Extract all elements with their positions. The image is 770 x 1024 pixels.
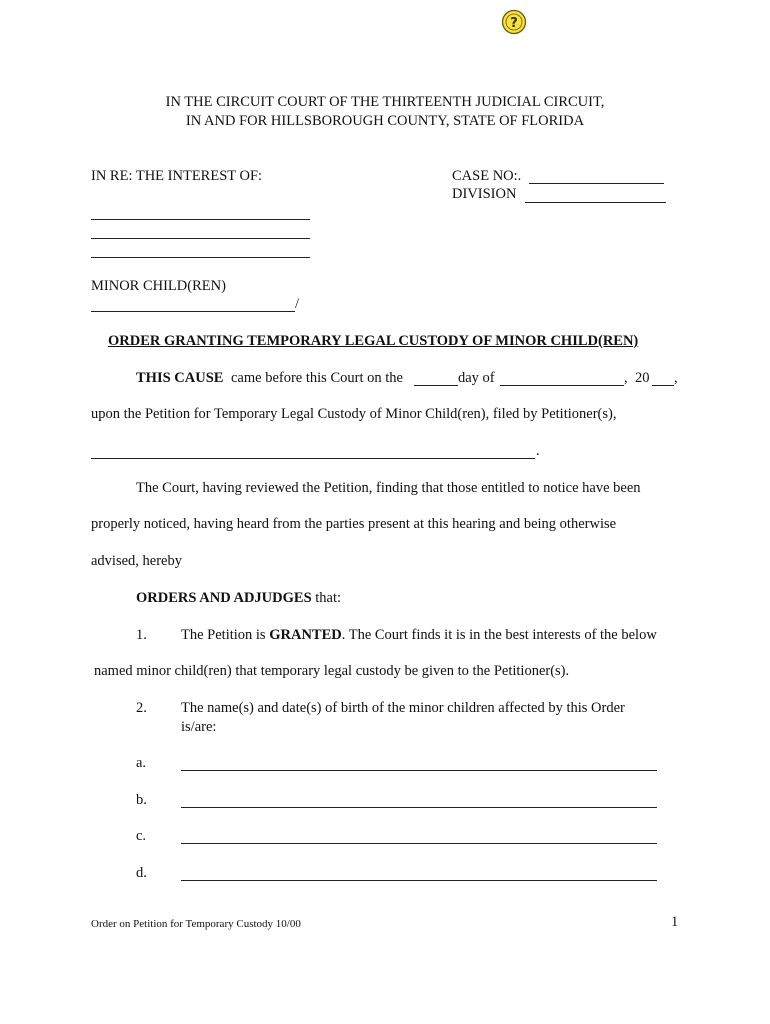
item-1-number: 1. <box>136 627 147 643</box>
case-no-label: CASE NO:. <box>452 168 522 184</box>
year-prefix: 20 <box>635 370 650 386</box>
caption-slash: / <box>295 296 300 312</box>
svg-text:?: ? <box>510 16 518 31</box>
sub-item-d-label: d. <box>136 865 147 881</box>
sub-item-a-label: a. <box>136 755 147 771</box>
court-reviewed-line3: advised, hereby <box>91 553 182 569</box>
minor-children-line[interactable] <box>91 311 295 312</box>
sub-item-d-field[interactable] <box>181 880 657 881</box>
sub-item-b-label: b. <box>136 792 147 808</box>
item-1-line2: named minor child(ren) that temporary legal custody be given to the Petitioner(s). <box>94 663 570 679</box>
item-2-number: 2. <box>136 700 147 716</box>
orders-adjudges: ORDERS AND ADJUDGES that: <box>136 590 342 606</box>
day-field[interactable] <box>414 385 458 386</box>
question-icon[interactable] <box>501 9 527 35</box>
came-before-text: came before this Court on the <box>231 370 403 386</box>
month-field[interactable] <box>500 385 624 386</box>
court-heading-line1: IN THE CIRCUIT COURT OF THE THIRTEENTH JUDICIAL CIRCUIT, <box>165 94 605 110</box>
page-number: 1 <box>671 914 679 930</box>
footer-form-name: Order on Petition for Temporary Custody 10/00 <box>91 918 301 930</box>
this-cause-bold: THIS CAUSE <box>136 370 224 386</box>
item-2-line2: is/are: <box>181 719 217 735</box>
child-name-line-3[interactable] <box>91 257 310 258</box>
petitioner-period: . <box>536 443 540 459</box>
in-re-label: IN RE: THE INTEREST OF: <box>91 168 263 184</box>
minor-children-label: MINOR CHILD(REN) <box>91 278 226 294</box>
court-heading-line2: IN AND FOR HILLSBOROUGH COUNTY, STATE OF FLORIDA <box>185 113 585 129</box>
year-field[interactable] <box>652 385 674 386</box>
court-reviewed-line2: properly noticed, having heard from the parties present at this hearing and being otherwise <box>91 516 617 532</box>
petition-text: upon the Petition for Temporary Legal Custody of Minor Child(ren), filed by Petitioner(s), <box>91 406 617 422</box>
child-name-line-1[interactable] <box>91 219 310 220</box>
division-field[interactable] <box>525 202 666 203</box>
division-label: DIVISION <box>452 186 517 202</box>
day-of-text: day of <box>458 370 495 386</box>
year-comma: , <box>674 370 678 386</box>
order-title: ORDER GRANTING TEMPORARY LEGAL CUSTODY OF MINOR CHILD(REN) <box>108 333 639 349</box>
case-no-field[interactable] <box>529 183 664 184</box>
item-2-line1: The name(s) and date(s) of birth of the minor children affected by this Order <box>181 700 625 716</box>
sub-item-c-field[interactable] <box>181 843 657 844</box>
petitioner-field[interactable] <box>91 458 535 459</box>
sub-item-b-field[interactable] <box>181 807 657 808</box>
child-name-line-2[interactable] <box>91 238 310 239</box>
sub-item-c-label: c. <box>136 828 147 844</box>
sub-item-a-field[interactable] <box>181 770 657 771</box>
item-1-text: The Petition is GRANTED. The Court finds it is in the best interests of the below <box>181 627 657 643</box>
court-reviewed-line1: The Court, having reviewed the Petition, finding that those entitled to notice have been <box>136 480 641 496</box>
comma-text: , <box>624 370 628 386</box>
